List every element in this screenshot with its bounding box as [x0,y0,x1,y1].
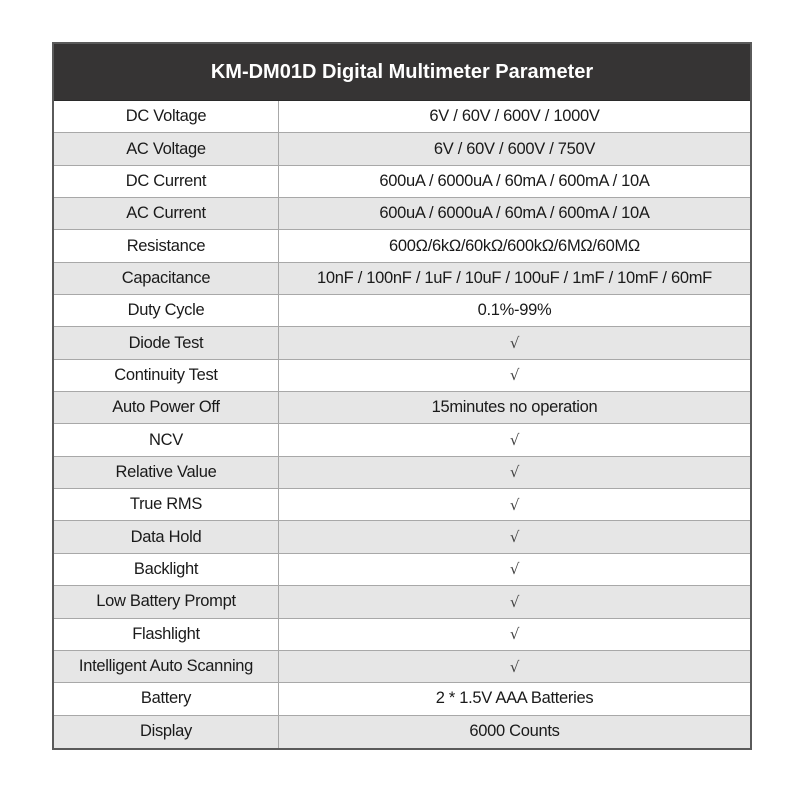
checkmark-icon: √ [509,528,520,547]
checkmark-icon: √ [509,495,520,514]
param-value: 10nF / 100nF / 1uF / 10uF / 100uF / 1mF / 10mF / 60mF [317,268,712,287]
param-label: Duty Cycle [54,295,279,326]
table-row-diode-test [54,327,750,359]
table-row-intelligent-auto-scanning [54,651,750,683]
param-label: Flashlight [54,619,279,650]
table-row-relative-value [54,457,750,489]
table-row-display [54,716,750,748]
param-label: NCV [54,424,279,455]
table-row-dc-voltage [54,101,750,133]
table-row-ac-current [54,198,750,230]
param-label: Relative Value [54,457,279,488]
param-label: AC Current [54,198,279,229]
param-label: Battery [54,683,279,714]
table-row-low-battery-prompt [54,586,750,618]
table-row-true-rms [54,489,750,521]
param-label: Capacitance [54,263,279,294]
param-label: Data Hold [54,521,279,552]
table-row-ncv [54,424,750,456]
checkmark-icon: √ [509,592,520,611]
table-row-backlight [54,554,750,586]
param-value: 0.1%-99% [477,301,552,320]
param-label: Low Battery Prompt [54,586,279,617]
spec-table [52,42,752,750]
param-label: Diode Test [54,327,279,358]
checkmark-icon: √ [509,334,520,353]
param-label: Resistance [54,230,279,261]
param-label: True RMS [54,489,279,520]
checkmark-icon: √ [509,463,520,482]
param-label: DC Current [54,166,279,197]
param-label: AC Voltage [54,133,279,164]
table-row-auto-power-off [54,392,750,424]
checkmark-icon: √ [509,366,520,385]
param-label: Backlight [54,554,279,585]
param-value: 6V / 60V / 600V / 750V [433,139,596,158]
table-row-capacitance [54,263,750,295]
table-row-dc-current [54,166,750,198]
param-label: Display [54,716,279,748]
param-value: 6V / 60V / 600V / 1000V [429,107,600,126]
param-label: Continuity Test [54,360,279,391]
table-row-battery [54,683,750,715]
table-row-continuity-test [54,360,750,392]
param-label: DC Voltage [54,101,279,132]
table-row-duty-cycle [54,295,750,327]
param-value: 15minutes no operation [431,398,598,417]
table-row-ac-voltage [54,133,750,165]
param-value: 600uA / 6000uA / 60mA / 600mA / 10A [379,204,650,223]
checkmark-icon: √ [509,431,520,450]
table-row-data-hold [54,521,750,553]
checkmark-icon: √ [509,657,520,676]
table-row-flashlight [54,619,750,651]
param-value: 2 * 1.5V AAA Batteries [435,689,594,708]
param-value: 600uA / 6000uA / 60mA / 600mA / 10A [379,171,650,190]
param-label: Auto Power Off [54,392,279,423]
checkmark-icon: √ [509,625,520,644]
param-value: 600Ω/6kΩ/60kΩ/600kΩ/6MΩ/60MΩ [389,236,640,255]
table-row-resistance [54,230,750,262]
param-label: Intelligent Auto Scanning [54,651,279,682]
table-title: KM-DM01D Digital Multimeter Parameter [54,44,750,101]
checkmark-icon: √ [509,560,520,579]
param-value: 6000 Counts [469,722,560,741]
